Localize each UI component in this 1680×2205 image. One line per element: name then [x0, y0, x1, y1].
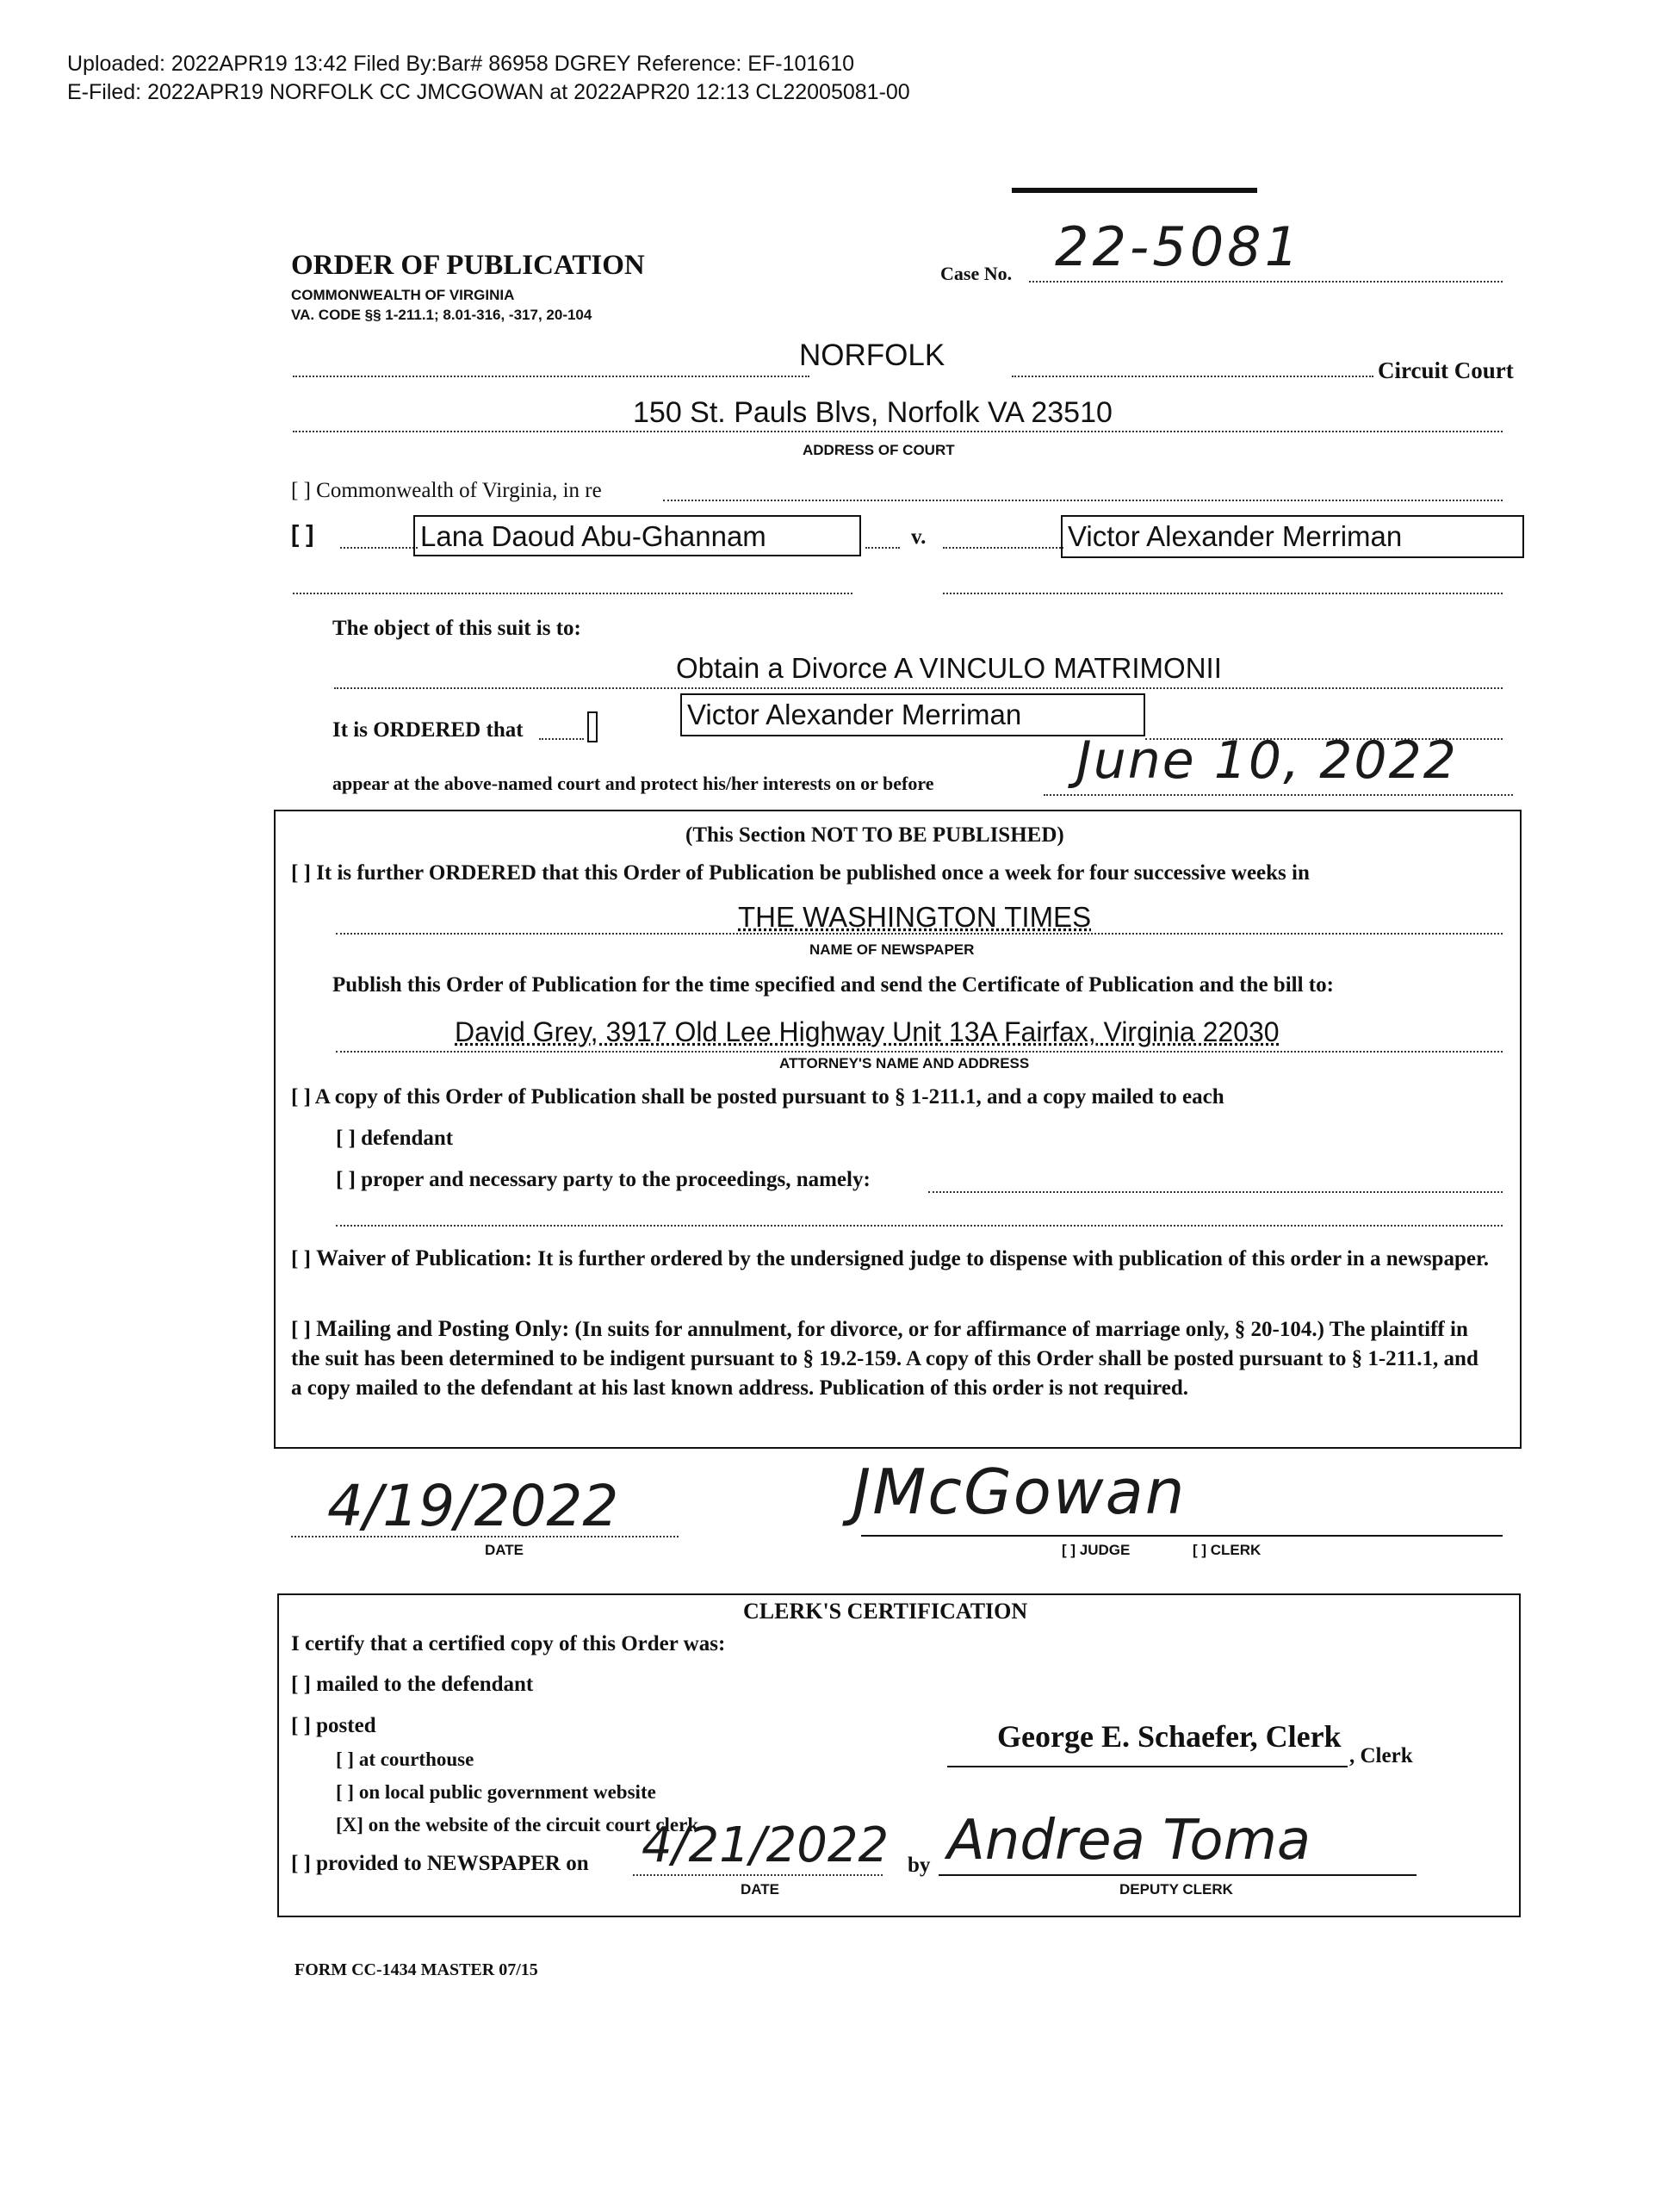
appear-date: June 10, 2022	[1076, 730, 1458, 791]
mailing-paragraph	[291, 1314, 1488, 1403]
case-label: Case No.	[940, 263, 1013, 284]
mailing-checkbox[interactable]: [ ]	[291, 1318, 311, 1341]
waiver-title: Waiver of Publication:	[316, 1245, 533, 1270]
address-of-court-label: ADDRESS OF COURT	[803, 442, 955, 458]
clerk-cert-heading: CLERK'S CERTIFICATION	[743, 1599, 1028, 1624]
case-number: 22-5081	[1055, 215, 1303, 278]
waiver-text: It is further ordered by the undersigned judge to dispense with publication of this order in a newspaper.	[537, 1247, 1490, 1270]
circuit-website-mark: [X]	[336, 1814, 363, 1835]
posted-option[interactable]: [ ] posted	[291, 1714, 376, 1737]
ordered-party: Victor Alexander Merriman	[680, 693, 1145, 736]
efiling-header	[67, 50, 910, 107]
court-line-right	[1012, 376, 1373, 377]
upload-line: Uploaded: 2022APR19 13:42 Filed By:Bar# 86958 DGREY Reference: EF-101610	[67, 52, 855, 76]
defendant-option[interactable]: [ ] defendant	[336, 1127, 454, 1150]
plaintiff-name: Lana Daoud Abu-Ghannam	[413, 515, 861, 556]
plaintiff-lead-line	[340, 547, 418, 549]
newspaper-name: THE WASHINGTON TIMES	[738, 901, 1092, 933]
proper-party-line-2	[336, 1225, 1503, 1227]
commonwealth-in-re: [ ] Commonwealth of Virginia, in re	[291, 479, 602, 502]
deputy-signature-line	[939, 1874, 1417, 1876]
clerk-option[interactable]: [ ] CLERK	[1193, 1542, 1262, 1558]
form-subtitle-commonwealth: COMMONWEALTH OF VIRGINIA	[291, 287, 515, 303]
judge-option[interactable]: [ ] JUDGE	[1062, 1542, 1131, 1558]
clerk-name-line	[947, 1766, 1348, 1767]
case-number-line	[1029, 281, 1503, 283]
ordered-label: It is ORDERED that	[332, 718, 524, 742]
waiver-checkbox[interactable]: [ ]	[291, 1247, 311, 1270]
circuit-court-label: Circuit Court	[1378, 357, 1514, 383]
provided-date-label: DATE	[741, 1881, 780, 1898]
clerk-suffix: , Clerk	[1349, 1744, 1413, 1767]
form-id: FORM CC-1434 MASTER 07/15	[294, 1960, 538, 1979]
copy-posted-text: [ ] A copy of this Order of Publication shall be posted pursuant to § 1-211.1, and a copy mailed to each	[291, 1085, 1224, 1109]
courthouse-option[interactable]: [ ] at courthouse	[336, 1748, 474, 1770]
parties-checkbox[interactable]: [ ]	[291, 520, 314, 547]
ordered-mark	[587, 711, 598, 742]
signature-line	[861, 1535, 1503, 1537]
attorney-name-address: David Grey, 3917 Old Lee Highway Unit 13A Fairfax, Virginia 22030	[455, 1016, 1280, 1047]
object-line	[334, 687, 1503, 689]
order-date-label: DATE	[485, 1542, 524, 1558]
efiled-line: E-Filed: 2022APR19 NORFOLK CC JMCGOWAN at 2022APR20 12:13 CL22005081-00	[67, 80, 910, 104]
court-name: NORFOLK	[799, 339, 945, 372]
provided-date: 4/21/2022	[642, 1817, 890, 1873]
by-label: by	[908, 1854, 931, 1877]
publish-instruction: Publish this Order of Publication for the time specified and send the Certificate of Publication and the bill to:	[332, 973, 1334, 997]
in-re-line	[663, 500, 1503, 501]
versus: v.	[911, 525, 927, 549]
judge-signature: JMcGowan	[852, 1456, 1187, 1528]
form-title: ORDER OF PUBLICATION	[291, 250, 645, 281]
defendant-name: Victor Alexander Merriman	[1061, 515, 1524, 558]
appear-text: appear at the above-named court and protect his/her interests on or before	[332, 773, 934, 794]
mailing-title: Mailing and Posting Only:	[316, 1316, 570, 1341]
party-line-2-right	[943, 593, 1503, 594]
circuit-website-label: on the website of the circuit court clerk	[368, 1814, 699, 1835]
plaintiff-tail-line	[865, 547, 900, 549]
party-line-2-left	[293, 593, 852, 594]
top-rule	[1012, 188, 1257, 193]
newspaper-label: NAME OF NEWSPAPER	[809, 941, 975, 958]
waiver-paragraph	[291, 1244, 1497, 1274]
attorney-label: ATTORNEY'S NAME AND ADDRESS	[779, 1055, 1030, 1071]
ordered-lead-line	[539, 738, 584, 740]
address-line	[293, 431, 1503, 432]
provided-date-line	[633, 1874, 883, 1876]
deputy-signature: Andrea Toma	[947, 1809, 1311, 1873]
mailing-text: (In suits for annulment, for divorce, or for affirmance of marriage only, § 20-104.) The plaintiff in the suit has been determined to be indigent pursuant to § 19.2-159. A copy of this Order shall be posted pursuant to § 1-211.1, and a copy mailed to the defendant at his last known address. Publication of this order is not required.	[291, 1318, 1479, 1400]
form-subtitle-code: VA. CODE §§ 1-211.1; 8.01-316, -317, 20-104	[291, 307, 592, 323]
court-line-left	[293, 376, 809, 377]
not-published-heading: (This Section NOT TO BE PUBLISHED)	[685, 823, 1064, 847]
certify-text: I certify that a certified copy of this Order was:	[291, 1632, 726, 1655]
defendant-lead-line	[943, 547, 1063, 549]
attorney-line	[336, 1051, 1503, 1053]
appear-date-line	[1044, 794, 1513, 796]
mailed-option[interactable]: [ ] mailed to the defendant	[291, 1673, 534, 1696]
object-label: The object of this suit is to:	[332, 617, 581, 640]
clerk-name: George E. Schaefer, Clerk	[997, 1719, 1342, 1754]
court-address: 150 St. Pauls Blvs, Norfolk VA 23510	[633, 396, 1113, 429]
deputy-clerk-label: DEPUTY CLERK	[1119, 1881, 1233, 1898]
provided-option[interactable]: [ ] provided to NEWSPAPER on	[291, 1852, 589, 1875]
proper-party-option[interactable]: [ ] proper and necessary party to the proceedings, namely:	[336, 1168, 871, 1191]
order-date: 4/19/2022	[327, 1473, 619, 1539]
further-ordered-text: [ ] It is further ORDERED that this Order of Publication be published once a week for four successive weeks in	[291, 861, 1310, 885]
object-text: Obtain a Divorce A VINCULO MATRIMONII	[676, 652, 1222, 684]
local-website-option[interactable]: [ ] on local public government website	[336, 1781, 656, 1803]
proper-party-line	[928, 1191, 1503, 1193]
